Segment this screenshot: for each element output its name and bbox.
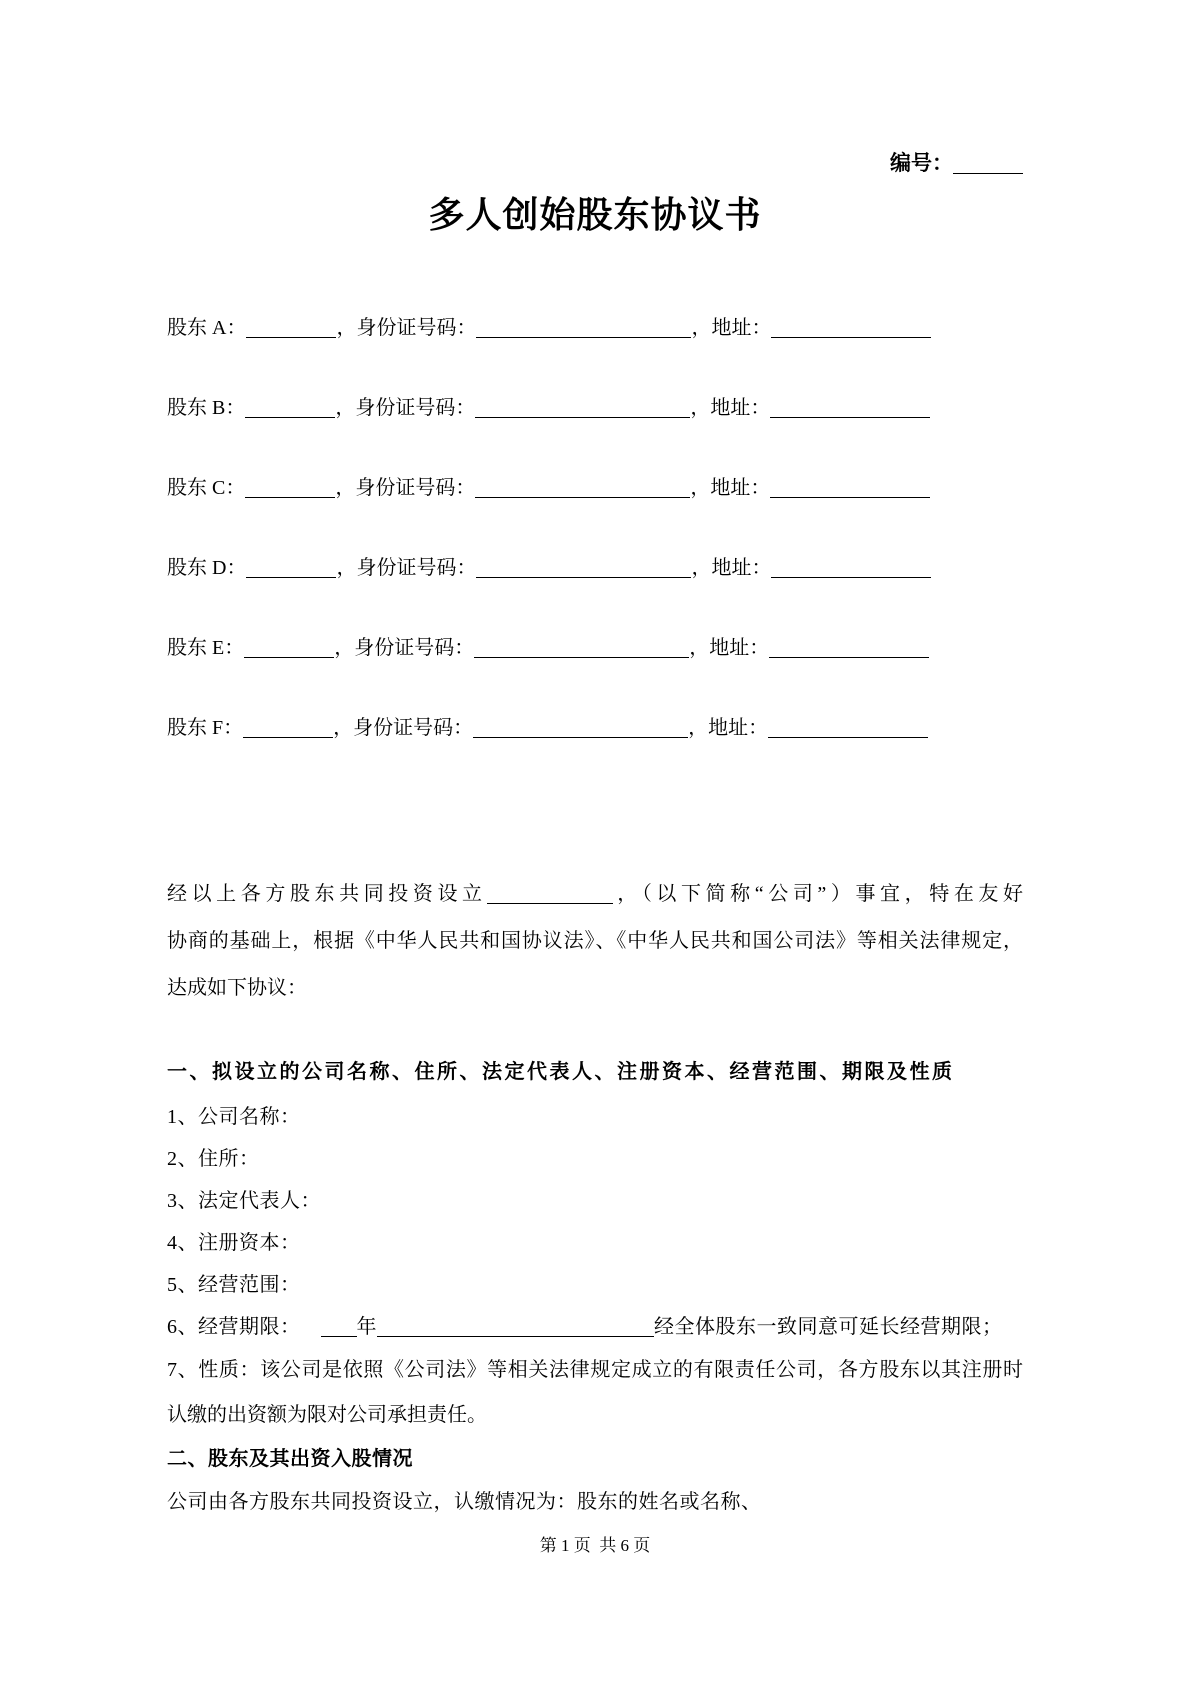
shareholder-label: 股东 E：	[167, 637, 245, 659]
id-number-label: ，身份证号码：	[333, 717, 474, 739]
shareholder-row-b	[167, 368, 1023, 448]
shareholder-label: 股东 B：	[167, 397, 246, 419]
address-blank[interactable]	[771, 556, 931, 578]
registered-capital-item: 4、注册资本：	[167, 1232, 301, 1254]
address-blank[interactable]	[768, 716, 928, 738]
nature-item	[167, 1348, 1023, 1438]
term-suffix: 经全体股东一致同意可延长经营期限；	[654, 1316, 1003, 1338]
term-years-blank[interactable]	[321, 1315, 357, 1337]
shareholder-row-e	[167, 608, 1023, 688]
id-number-blank[interactable]	[475, 476, 690, 498]
id-number-blank[interactable]	[476, 556, 691, 578]
shareholder-row-d	[167, 528, 1023, 608]
intro-line-2: 协商的基础上，根据《中华人民共和国协议法》、《中华人民共和国公司法》等相关法律规定，	[167, 930, 1023, 952]
id-number-label: ，身份证号码：	[336, 557, 477, 579]
nature-item-line-1: 7、性质：该公司是依照《公司法》等相关法律规定成立的有限责任公司，各方股东以其注册时	[167, 1359, 1023, 1381]
section-2-heading: 二、股东及其出资入股情况	[167, 1448, 413, 1470]
page-title: 多人创始股东协议书	[428, 195, 762, 235]
shareholder-name-blank[interactable]	[245, 476, 335, 498]
business-term-item	[167, 1306, 1023, 1348]
address-label: ，地址：	[689, 637, 770, 659]
id-number-label: ，身份证号码：	[335, 397, 476, 419]
intro-line-1	[167, 871, 1023, 918]
address-label: ，地址：	[691, 557, 772, 579]
intro-line-3: 达成如下协议：	[167, 977, 307, 999]
address-blank[interactable]	[771, 316, 931, 338]
business-scope-item: 5、经营范围：	[167, 1274, 301, 1296]
shareholder-name-blank[interactable]	[246, 316, 336, 338]
intro-line1-pre: 经以上各方股东共同投资设立	[167, 883, 487, 905]
address-blank[interactable]	[770, 396, 930, 418]
shareholder-row-f	[167, 688, 1023, 768]
address-blank[interactable]	[769, 636, 929, 658]
term-extension-blank[interactable]	[377, 1315, 654, 1337]
section-2-body: 公司由各方股东共同投资设立，认缴情况为：股东的姓名或名称、	[167, 1491, 762, 1513]
shareholder-label: 股东 C：	[167, 477, 246, 499]
shareholder-row-c	[167, 448, 1023, 528]
id-number-blank[interactable]	[473, 716, 688, 738]
legal-representative-item: 3、法定代表人：	[167, 1190, 321, 1212]
section-1-heading: 一、拟设立的公司名称、住所、法定代表人、注册资本、经营范围、期限及性质	[167, 1061, 955, 1083]
nature-item-line-2: 认缴的出资额为限对公司承担责任。	[167, 1404, 487, 1426]
id-number-label: ，身份证号码：	[335, 477, 476, 499]
address-label: ，地址：	[688, 717, 769, 739]
shareholder-name-blank[interactable]	[245, 396, 335, 418]
address-label: ，地址：	[690, 477, 771, 499]
shareholder-name-blank[interactable]	[243, 716, 333, 738]
id-number-blank[interactable]	[476, 316, 691, 338]
shareholder-label: 股东 F：	[167, 717, 244, 739]
page-footer: 第 1 页 共 6 页	[539, 1536, 651, 1555]
id-number-blank[interactable]	[475, 396, 690, 418]
company-name-blank[interactable]	[487, 882, 613, 904]
doc-number-label: 编号：	[890, 151, 953, 175]
term-prefix: 6、经营期限：	[167, 1316, 301, 1338]
address-blank[interactable]	[770, 476, 930, 498]
intro-paragraph	[167, 871, 1023, 1012]
shareholder-name-blank[interactable]	[246, 556, 336, 578]
id-number-blank[interactable]	[474, 636, 689, 658]
address-label: ，地址：	[691, 317, 772, 339]
shareholder-label: 股东 D：	[167, 557, 247, 579]
address-label: ，地址：	[690, 397, 771, 419]
doc-number-row	[167, 150, 1023, 176]
shareholder-label: 股东 A：	[167, 317, 247, 339]
company-name-item: 1、公司名称：	[167, 1106, 301, 1128]
residence-item: 2、住所：	[167, 1148, 260, 1170]
shareholder-list	[167, 288, 1023, 768]
doc-number-blank[interactable]	[953, 152, 1023, 174]
shareholder-name-blank[interactable]	[244, 636, 334, 658]
shareholder-row-a	[167, 288, 1023, 368]
intro-line1-post: ，（以下简称“公司”）事宜，特在友好	[612, 883, 1023, 905]
id-number-label: ，身份证号码：	[336, 317, 477, 339]
id-number-label: ，身份证号码：	[334, 637, 475, 659]
section-1-items	[167, 1096, 1023, 1348]
term-year-label: 年	[356, 1316, 377, 1338]
